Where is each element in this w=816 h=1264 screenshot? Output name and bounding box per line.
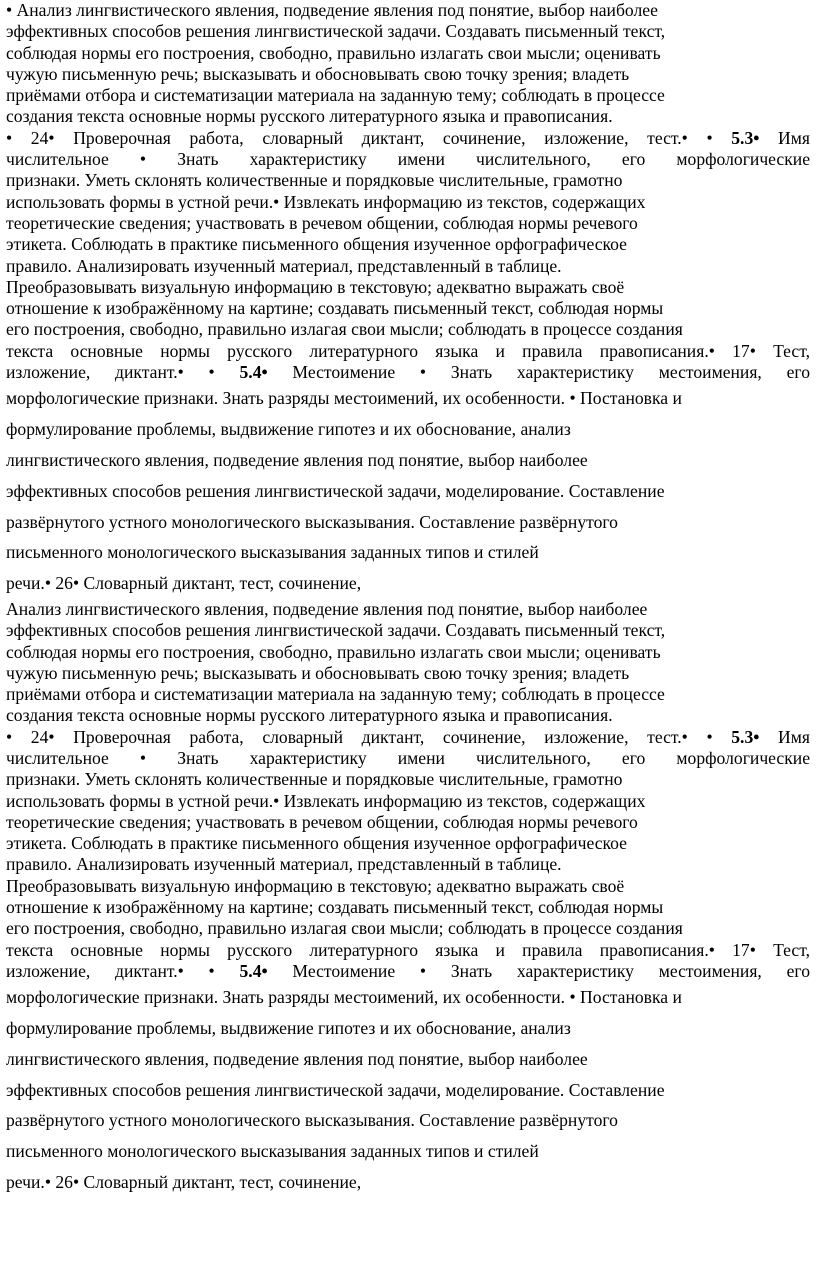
text-line: числительное • Знать характеристику имени числительного, его морфологические xyxy=(6,748,810,768)
text-line: морфологические признаки. Знать разряды местоимений, их особенности. • Постановка и xyxy=(6,388,682,409)
text-line: этикета. Соблюдать в практике письменного общения изученное орфографическое xyxy=(6,833,627,854)
text-line: использовать формы в устной речи.• Извлекать информацию из текстов, содержащих xyxy=(6,790,646,811)
text-block xyxy=(6,599,810,727)
text-line: Преобразовывать визуальную информацию в текстовую; адекватно выражать своё xyxy=(6,875,625,896)
text-line: текста основные нормы русского литературного языка и правила правописания.• 17• Тест, xyxy=(6,340,810,361)
text-line: отношение к изображённому на картине; создавать письменный текст, соблюдая нормы xyxy=(6,897,664,918)
text-line: • Анализ лингвистического явления, подведение явления под понятие, выбор наиболее xyxy=(6,0,658,20)
text-block xyxy=(6,128,810,384)
text-line: правило. Анализировать изученный материал, представленный в таблице. xyxy=(6,854,562,875)
text-line: лингвистического явления, подведение явления под понятие, выбор наиболее xyxy=(6,1048,588,1069)
section-number: 5.3• xyxy=(731,726,760,747)
text-line: правило. Анализировать изученный материал, представленный в таблице. xyxy=(6,255,562,276)
text-line: • 24• Проверочная работа, словарный диктант, сочинение, изложение, тест.• • 5.3• Имя xyxy=(6,726,810,747)
text-line: чужую письменную речь; высказывать и обосновывать свою точку зрения; владеть xyxy=(6,662,630,683)
text-line: признаки. Уметь склонять количественные и порядковые числительные, грамотно xyxy=(6,170,623,191)
text-block xyxy=(6,982,810,1198)
text-line: числительное • Знать характеристику имени числительного, его морфологические xyxy=(6,149,810,170)
text-line: теоретические сведения; участвовать в речевом общении, соблюдая нормы речевого xyxy=(6,212,638,233)
text-line: чужую письменную речь; высказывать и обосновывать свою точку зрения; владеть xyxy=(6,63,630,84)
text-line: этикета. Соблюдать в практике письменного общения изученное орфографическое xyxy=(6,234,627,255)
text-line: формулирование проблемы, выдвижение гипотез и их обоснование, анализ xyxy=(6,419,571,440)
section-number: 5.3• xyxy=(731,127,760,148)
text-line: развёрнутого устного монологического высказывания. Составление развёрнутого xyxy=(6,1110,618,1131)
text-line: изложение, диктант.• • 5.4• Местоимение • Знать характеристику местоимения, его xyxy=(6,960,810,981)
text-line: эффективных способов решения лингвистической задачи, моделирование. Составление xyxy=(6,480,665,501)
section-number: 5.4• xyxy=(239,362,268,383)
text-line: формулирование проблемы, выдвижение гипотез и их обоснование, анализ xyxy=(6,1018,571,1039)
text-line: развёрнутого устного монологического высказывания. Составление развёрнутого xyxy=(6,511,618,532)
text-line: его построения, свободно, правильно излагая свои мысли; соблюдать в процессе создания xyxy=(6,319,683,340)
text-line: речи.• 26• Словарный диктант, тест, сочинение, xyxy=(6,573,362,594)
text-line: приёмами отбора и систематизации материала на заданную тему; соблюдать в процессе xyxy=(6,85,665,106)
text-line: • 24• Проверочная работа, словарный диктант, сочинение, изложение, тест.• • 5.3• Имя xyxy=(6,127,810,148)
text-line: письменного монологического высказывания заданных типов и стилей xyxy=(6,1141,539,1162)
text-line: его построения, свободно, правильно излагая свои мысли; соблюдать в процессе создания xyxy=(6,918,683,939)
text-line: эффективных способов решения лингвистической задачи. Создавать письменный текст, xyxy=(6,21,666,42)
text-line: речи.• 26• Словарный диктант, тест, сочинение, xyxy=(6,1172,362,1193)
text-line: теоретические сведения; участвовать в речевом общении, соблюдая нормы речевого xyxy=(6,811,638,832)
text-line: текста основные нормы русского литературного языка и правила правописания.• 17• Тест, xyxy=(6,939,810,960)
section-number: 5.4• xyxy=(239,960,268,981)
text-block xyxy=(6,383,810,599)
text-line: Анализ лингвистического явления, подведение явления под понятие, выбор наиболее xyxy=(6,598,648,619)
text-line: соблюдая нормы его построения, свободно, правильно излагать свои мысли; оценивать xyxy=(6,42,661,63)
text-line: создания текста основные нормы русского литературного языка и правописания. xyxy=(6,705,613,726)
text-line: приёмами отбора и систематизации материала на заданную тему; соблюдать в процессе xyxy=(6,684,665,705)
text-line: создания текста основные нормы русского литературного языка и правописания. xyxy=(6,106,613,127)
text-line: эффективных способов решения лингвистической задачи, моделирование. Составление xyxy=(6,1079,665,1100)
text-line: лингвистического явления, подведение явления под понятие, выбор наиболее xyxy=(6,449,588,470)
text-line: эффективных способов решения лингвистической задачи. Создавать письменный текст, xyxy=(6,620,666,641)
text-line: Преобразовывать визуальную информацию в текстовую; адекватно выражать своё xyxy=(6,276,625,297)
text-block xyxy=(6,727,810,983)
text-block xyxy=(6,0,810,128)
text-line: морфологические признаки. Знать разряды местоимений, их особенности. • Постановка и xyxy=(6,987,682,1008)
text-line: признаки. Уметь склонять количественные и порядковые числительные, грамотно xyxy=(6,769,623,790)
text-line: изложение, диктант.• • 5.4• Местоимение • Знать характеристику местоимения, его xyxy=(6,362,810,383)
text-line: отношение к изображённому на картине; создавать письменный текст, соблюдая нормы xyxy=(6,298,664,319)
text-line: соблюдая нормы его построения, свободно, правильно излагать свои мысли; оценивать xyxy=(6,641,661,662)
text-line: использовать формы в устной речи.• Извлекать информацию из текстов, содержащих xyxy=(6,191,646,212)
text-line: письменного монологического высказывания заданных типов и стилей xyxy=(6,542,539,563)
